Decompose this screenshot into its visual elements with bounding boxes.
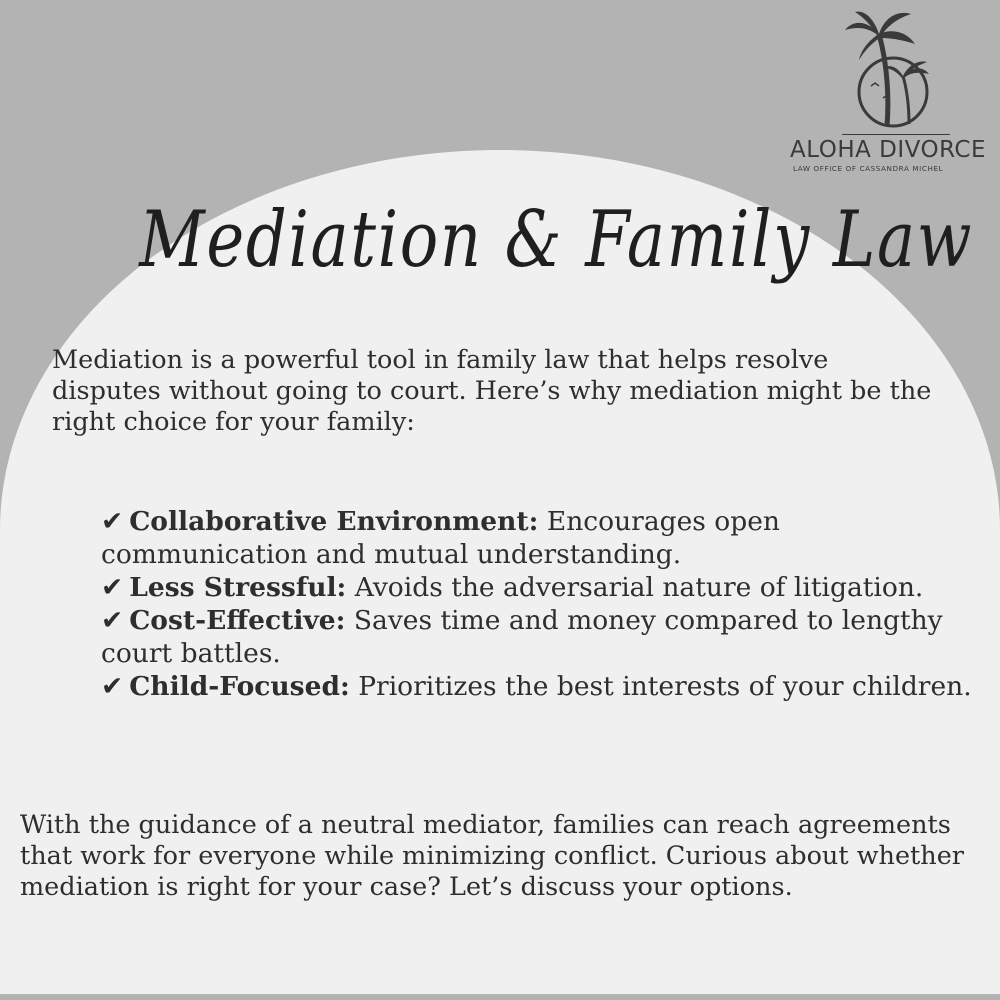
benefit-text: Saves time and money compared to lengthy court battles. [101,605,943,669]
brand-logo [790,6,996,173]
check-icon: ✔ [101,572,124,603]
palm-tree-logo-icon [843,6,943,134]
brand-divider [842,134,950,135]
check-icon: ✔ [101,671,124,702]
list-item [101,604,981,670]
benefit-title: Collaborative Environment: [129,506,539,537]
benefit-title: Child-Focused: [129,671,350,702]
bottom-border [0,994,1000,1000]
benefit-title: Cost-Effective: [129,605,346,636]
benefit-text: Encourages open communication and mutual understanding. [101,506,780,570]
check-icon: ✔ [101,605,124,636]
list-item [101,571,981,604]
brand-name: ALOHA DIVORCE [790,137,987,163]
brand-subtitle: LAW OFFICE OF CASSANDRA MICHEL [793,164,944,173]
benefit-title: Less Stressful: [129,572,347,603]
intro-paragraph: Mediation is a powerful tool in family law that helps resolve disputes without going to court. Here’s why mediation might be the right choice for your family: [52,345,932,437]
closing-paragraph: With the guidance of a neutral mediator, families can reach agreements that work for everyone while minimizing conflict. Curious about whether mediation is right for your case? Let’s discuss your options. [20,810,964,902]
benefits-list [101,505,981,703]
list-item [101,505,981,571]
list-item [101,670,981,703]
page-title: Mediation & Family Law [139,195,974,285]
benefit-text: Avoids the adversarial nature of litigation. [346,572,924,603]
benefit-text: Prioritizes the best interests of your children. [349,671,972,702]
check-icon: ✔ [101,506,124,537]
